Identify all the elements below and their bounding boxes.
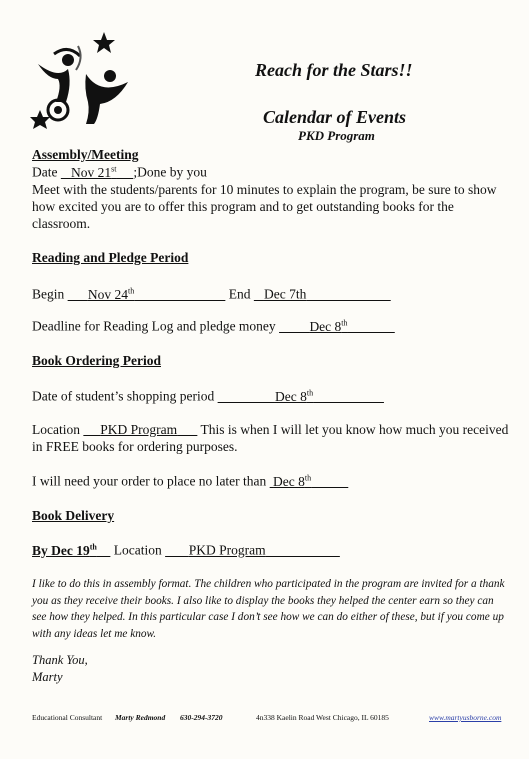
footer-website-link[interactable]: www.martyusborne.com [429,713,502,722]
footer-address: 4n338 Kaelin Road West Chicago, IL 60185 [256,713,389,722]
location-value: PKD Program [100,422,178,437]
section-heading-delivery: Book Delivery [32,508,115,523]
footer-name: Marty Redmond [115,713,166,722]
date-label: Date [32,164,58,180]
deadline-line [32,318,395,335]
location-label: Location [32,422,80,437]
shopping-label: Date of student’s shopping period [32,388,215,404]
delivery-location-label: Location [113,542,162,558]
assembly-date-line [32,164,207,181]
reading-dates-line [32,286,391,303]
order-label: I will need your order to place no later than [32,473,267,489]
footer-role: Educational Consultant [32,713,103,722]
note-paragraph: I like to do this in assembly format. The children who participated in the program are invited for a thank you as they receive their books. I also like to display the books they helped the center earn so they can see how they helped. In this particular case I don’t see how we can do either of these, but if you come up with any ideas let me know. [32,578,505,640]
order-value: Dec 8th [273,473,312,489]
location-paragraph [32,421,512,455]
order-deadline-line [32,473,348,490]
section-heading-assembly: Assembly/Meeting [32,147,139,162]
delivery-line [32,542,340,559]
begin-value: Nov 24th [87,286,135,302]
delivery-location-value: PKD Program [188,542,266,558]
date-value: Nov 21st [70,164,117,180]
page-subtitle: Calendar of Events [263,107,407,127]
signature-name: Marty [32,670,63,684]
end-value: Dec 7th [263,286,307,302]
stars-and-figures-icon [28,24,140,136]
assembly-description: Meet with the students/parents for 10 minutes to explain the program, be sure to show how excited you are to offer this program and to get outstanding books for the classroom. [32,182,497,231]
end-label: End [228,286,251,302]
section-heading-reading: Reading and Pledge Period [32,250,189,265]
delivery-date: By Dec 19th [32,542,97,558]
footer-phone: 630-294-3720 [180,713,223,722]
page-title: Reach for the Stars!! [255,60,413,80]
section-heading-ordering: Book Ordering Period [32,353,161,368]
deadline-value: Dec 8th [309,318,348,334]
location-text: This is when I will let you know how much you received in FREE books for ordering purposes. [32,422,509,454]
shopping-value: Dec 8th [274,388,314,404]
date-suffix: ;Done by you [133,164,207,180]
closing [32,652,88,686]
shopping-line [32,388,384,405]
closing-line: Thank You, [32,653,88,667]
deadline-label: Deadline for Reading Log and pledge money [32,318,276,334]
program-name: PKD Program [298,128,375,143]
begin-label: Begin [32,286,65,302]
